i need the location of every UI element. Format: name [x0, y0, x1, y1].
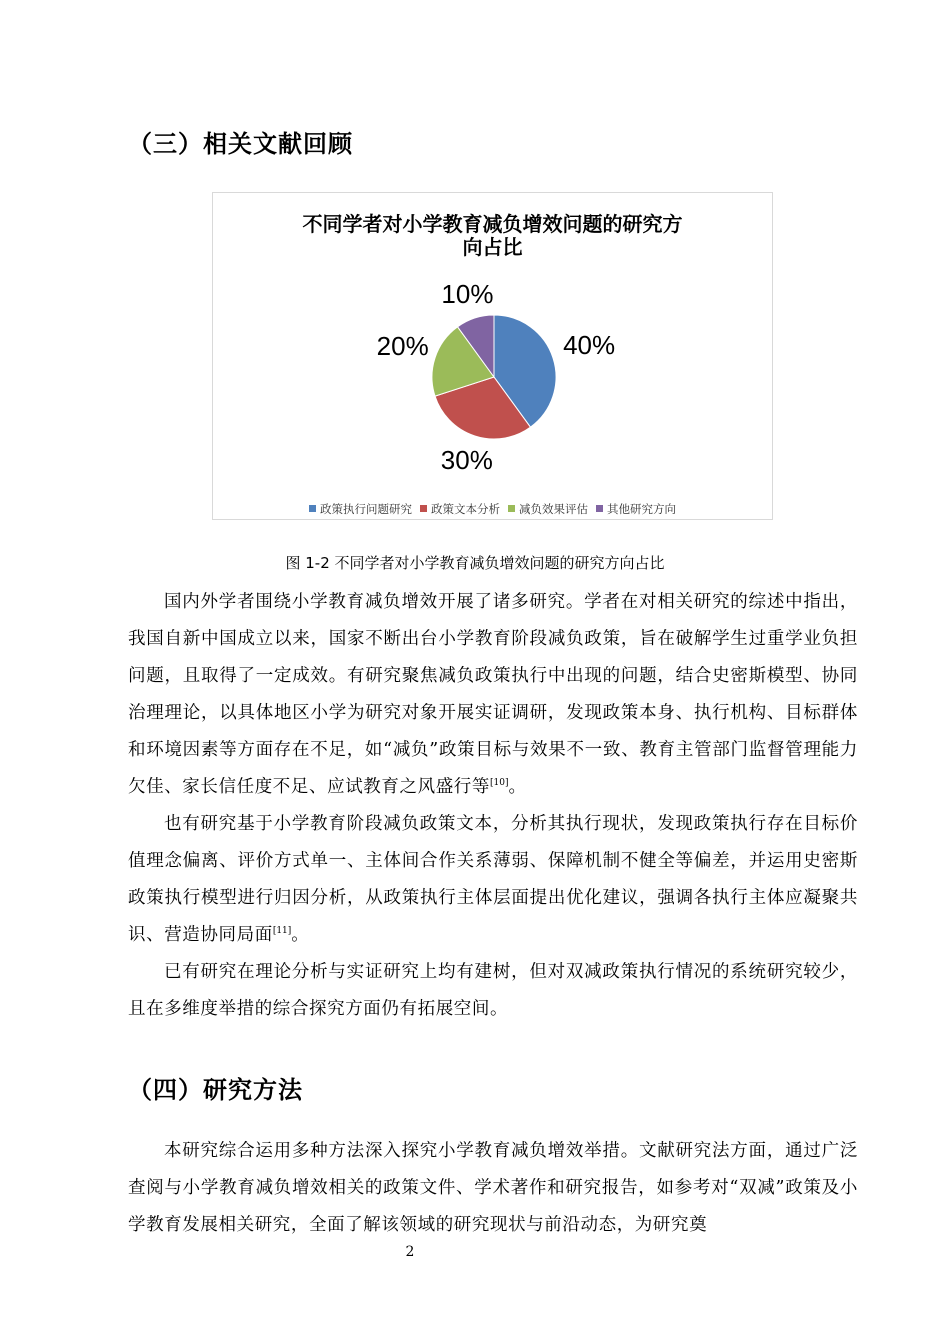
legend-item-policy-text: [420, 501, 500, 517]
legend-label: 政策文本分析: [431, 502, 500, 516]
figure-caption: 图 1-2 不同学者对小学教育减负增效问题的研究方向占比: [285, 554, 665, 572]
legend-swatch: [420, 505, 427, 512]
paragraph-2: [128, 806, 858, 954]
pie-label-other: 10%: [441, 279, 494, 310]
pie-label-effect-evaluation: 20%: [376, 331, 429, 362]
legend-label: 其他研究方向: [607, 502, 676, 516]
page-number: 2: [405, 1244, 415, 1260]
legend-swatch: [596, 505, 603, 512]
pie-label-policy-execution: 40%: [563, 330, 616, 361]
paragraph-1-text: 国内外学者围绕小学教育减负增效开展了诸多研究。学者在对相关研究的综述中指出，我国自新中国成立以来，国家不断出台小学教育阶段减负政策，旨在破解学生过重学业负担问题，且取得了一定成效。有研究聚焦减负政策执行中出现的问题，结合史密斯模型、协同治理理论，以具体地区小学为研究对象开展实证调研，发现政策本身、执行机构、目标群体和环境因素等方面存在不足，如“减负”政策目标与效果不一致、教育主管部门监督管理能力欠佳、家长信任度不足、应试教育之风盛行等: [128, 592, 858, 797]
paragraph-2-text: 也有研究基于小学教育阶段减负政策文本，分析其执行现状，发现政策执行存在目标价值理念偏离、评价方式单一、主体间合作关系薄弱、保障机制不健全等偏差，并运用史密斯政策执行模型进行归因分析，从政策执行主体层面提出优化建议，强调各执行主体应凝聚共识、营造协同局面: [128, 814, 858, 945]
chart-title-line1: 不同学者对小学教育减负增效问题的研究方: [302, 212, 683, 236]
legend-swatch: [508, 505, 515, 512]
chart-title-line2: 向占比: [462, 235, 523, 259]
pie-label-policy-text: 30%: [440, 444, 493, 475]
legend-item-other: [596, 501, 676, 517]
legend-item-policy-execution: [309, 501, 412, 517]
section-heading-literature-review: （三）相关文献回顾: [128, 130, 353, 158]
section-heading-research-methods: （四）研究方法: [128, 1076, 303, 1104]
paragraph-1-end: 。: [508, 777, 527, 797]
legend-label: 减负效果评估: [519, 502, 588, 516]
legend-label: 政策执行问题研究: [320, 502, 412, 516]
legend-item-effect-evaluation: [508, 501, 588, 517]
paragraph-4: 本研究综合运用多种方法深入探究小学教育减负增效举措。文献研究法方面，通过广泛查阅与小学教育减负增效相关的政策文件、学术著作和研究报告，如参考对“双减”政策及小学教育发展相关研究，全面了解该领域的研究现状与前沿动态，为研究奠: [128, 1141, 858, 1235]
paragraph-2-end: 。: [291, 925, 310, 945]
citation-11: [11]: [272, 926, 292, 936]
paragraph-3: 已有研究在理论分析与实证研究上均有建树，但对双减政策执行情况的系统研究较少，且在多维度举措的综合探究方面仍有拓展空间。: [128, 962, 858, 1019]
legend-swatch: [309, 505, 316, 512]
citation-10: [10]: [490, 778, 509, 788]
paragraph-1: [128, 584, 858, 806]
chart-legend: [213, 501, 772, 517]
pie-chart: [212, 192, 773, 520]
